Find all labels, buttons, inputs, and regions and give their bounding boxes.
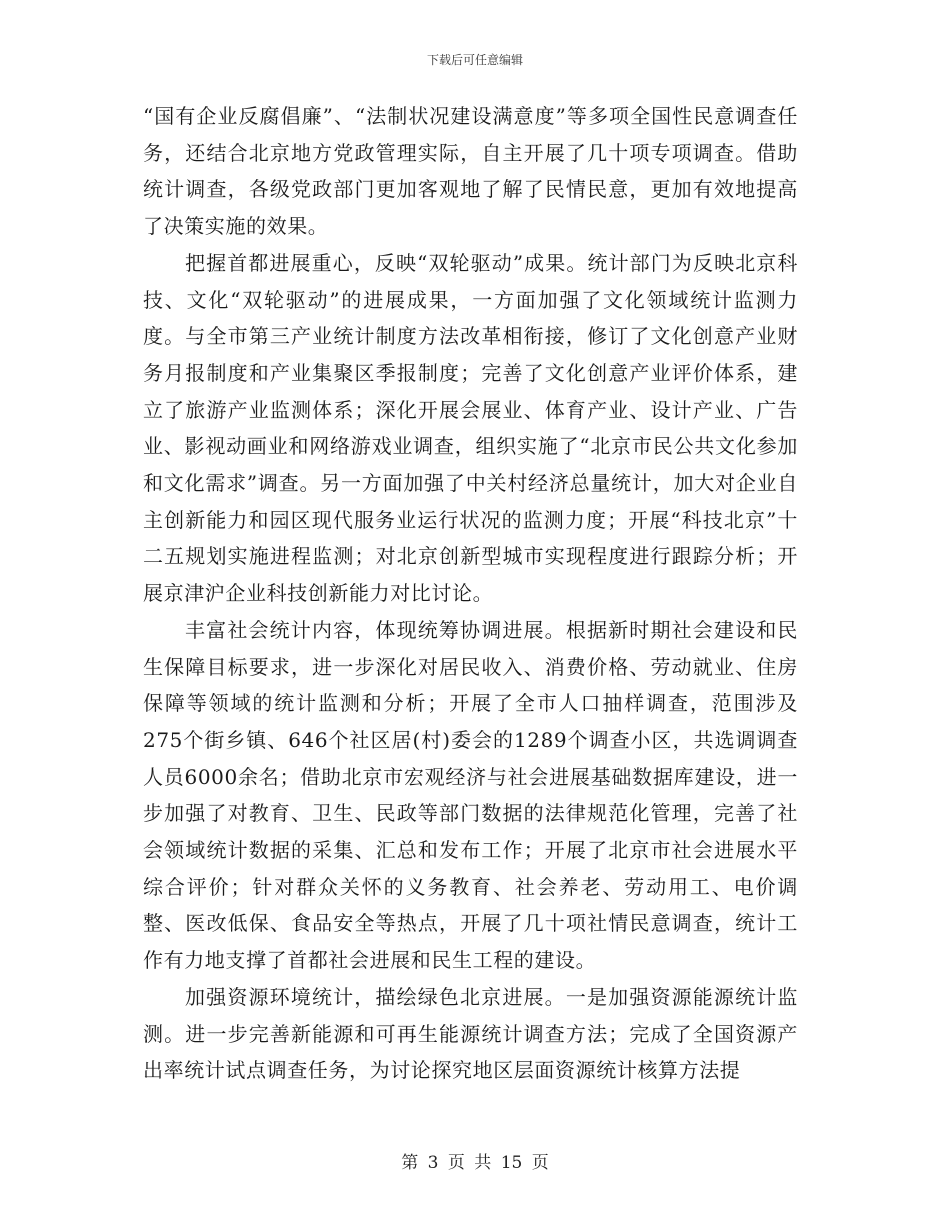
page-number-footer: 第 3 页 共 15 页 (401, 1153, 549, 1173)
document-body (143, 98, 798, 1089)
paragraph-dual-drive: 把握首都进展重心，反映“双轮驱动”成果。统计部门为反映北京科技、文化“双轮驱动”的进展成果，一方面加强了文化领域统计监测力度。与全市第三产业统计制度方法改革相衔接，修订了文化创意产业财务月报制度和产业集聚区季报制度；完善了文化创意产业评价体系，建立了旅游产业监测体系；深化开展会展业、体育产业、设计产业、广告业、影视动画业和网络游戏业调查，组织实施了“北京市民公共文化参加和文化需求”调查。另一方面加强了中关村经济总量统计，加大对企业自主创新能力和园区现代服务业运行状况的监测力度；开展“科技北京”十二五规划实施进程监测；对北京创新型城市实现程度进行跟踪分析；开展京津沪企业科技创新能力对比讨论。 (143, 250, 798, 606)
paragraph-social-statistics: 丰富社会统计内容，体现统筹协调进展。根据新时期社会建设和民生保障目标要求，进一步深化对居民收入、消费价格、劳动就业、住房保障等领域的统计监测和分析；开展了全市人口抽样调查，范围涉及275个街乡镇、646个社区居(村)委会的1289个调查小区，共选调调查人员6000余名；借助北京市宏观经济与社会进展基础数据库建设，进一步加强了对教育、卫生、民政等部门数据的法律规范化管理，完善了社会领域统计数据的采集、汇总和发布工作；开展了北京市社会进展水平综合评价；针对群众关怀的义务教育、社会养老、劳动用工、电价调整、医改低保、食品安全等热点，开展了几十项社情民意调查，统计工作有力地支撑了首都社会进展和民生工程的建设。 (143, 617, 798, 973)
paragraph-resource-environment: 加强资源环境统计，描绘绿色北京进展。一是加强资源能源统计监测。进一步完善新能源和可再生能源统计调查方法；完成了全国资源产出率统计试点调查任务，为讨论探究地区层面资源统计核算方法提 (143, 984, 798, 1083)
page-header-note: 下载后可任意编辑 (426, 53, 523, 67)
paragraph-continuation: “国有企业反腐倡廉”、“法制状况建设满意度”等多项全国性民意调查任务，还结合北京地方党政管理实际，自主开展了几十项专项调查。借助统计调查，各级党政部门更加客观地了解了民情民意，更加有效地提高了决策实施的效果。 (143, 104, 798, 239)
